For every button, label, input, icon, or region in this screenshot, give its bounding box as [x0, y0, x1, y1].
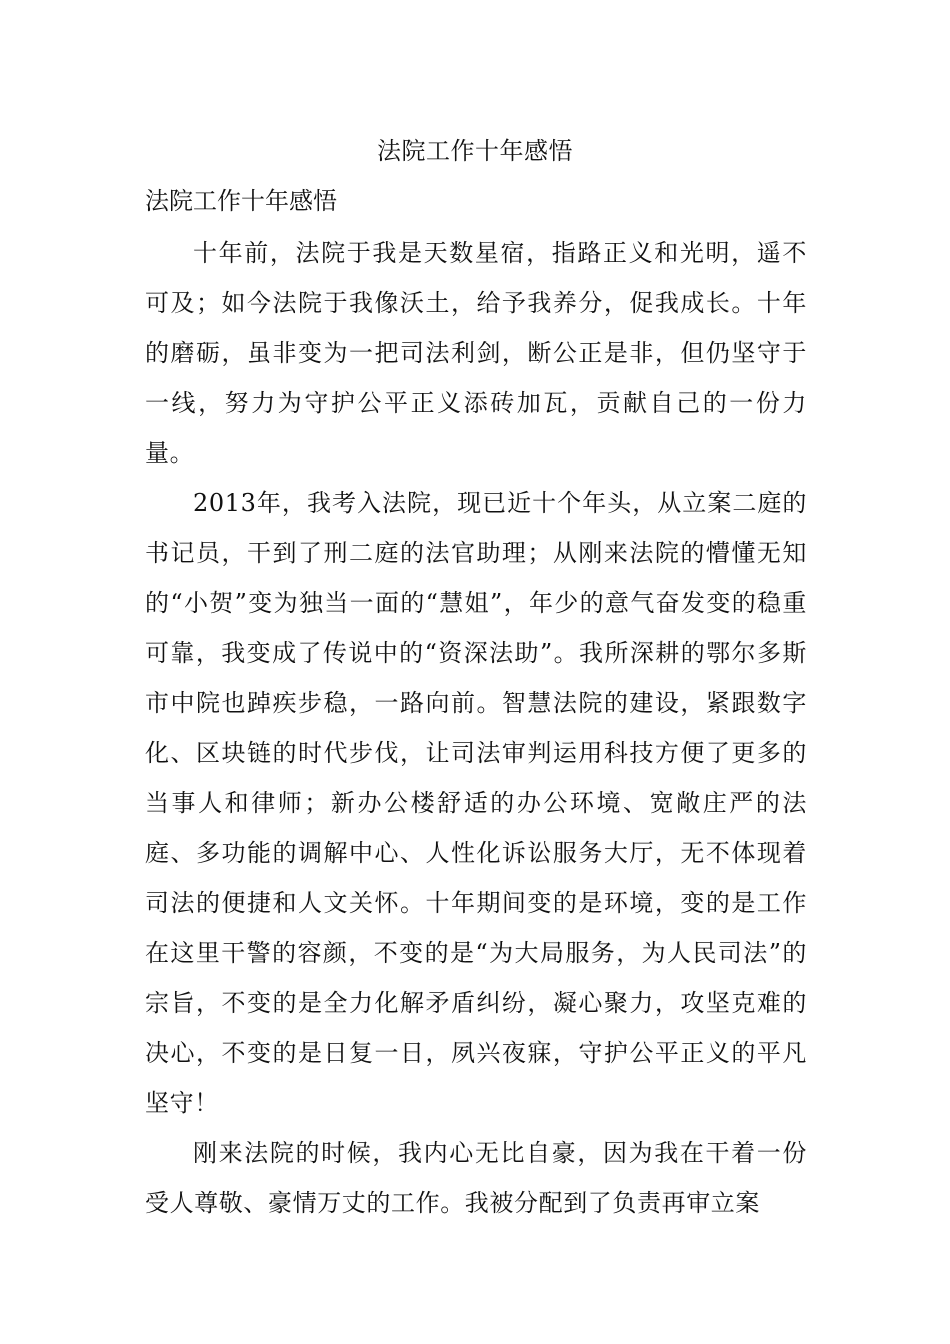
document-title: 法院工作十年感悟	[377, 137, 573, 165]
paragraph: 刚来法院的时候，我内心无比自豪，因为我在干着一份受人尊敬、豪情万丈的工作。我被分配到了负责再审立案	[145, 1139, 807, 1217]
document-body	[145, 228, 807, 1228]
document-subtitle: 法院工作十年感悟	[145, 187, 337, 215]
paragraph: 2013年，我考入法院，现已近十个年头，从立案二庭的书记员，干到了刑二庭的法官助理；从刚来法院的懵懂无知的“小贺”变为独当一面的“慧姐”，年少的意气奋发变的稳重可靠，我变成了传说中的“资深法助”。我所深耕的鄂尔多斯市中院也踔疾步稳，一路向前。智慧法院的建设，紧跟数字化、区块链的时代步伐，让司法审判运用科技方便了更多的当事人和律师；新办公楼舒适的办公环境、宽敞庄严的法庭、多功能的调解中心、人性化诉讼服务大厅，无不体现着司法的便捷和人文关怀。十年期间变的是环境，变的是工作在这里干警的容颜，不变的是“为大局服务，为人民司法”的宗旨，不变的是全力化解矛盾纠纷，凝心聚力，攻坚克难的决心，不变的是日复一日，夙兴夜寐，守护公平正义的平凡坚守！	[145, 489, 807, 1117]
paragraph: 十年前，法院于我是天数星宿，指路正义和光明，遥不可及；如今法院于我像沃土，给予我养分，促我成长。十年的磨砺，虽非变为一把司法利剑，断公正是非，但仍坚守于一线，努力为守护公平正义添砖加瓦，贡献自己的一份力量。	[145, 239, 807, 467]
